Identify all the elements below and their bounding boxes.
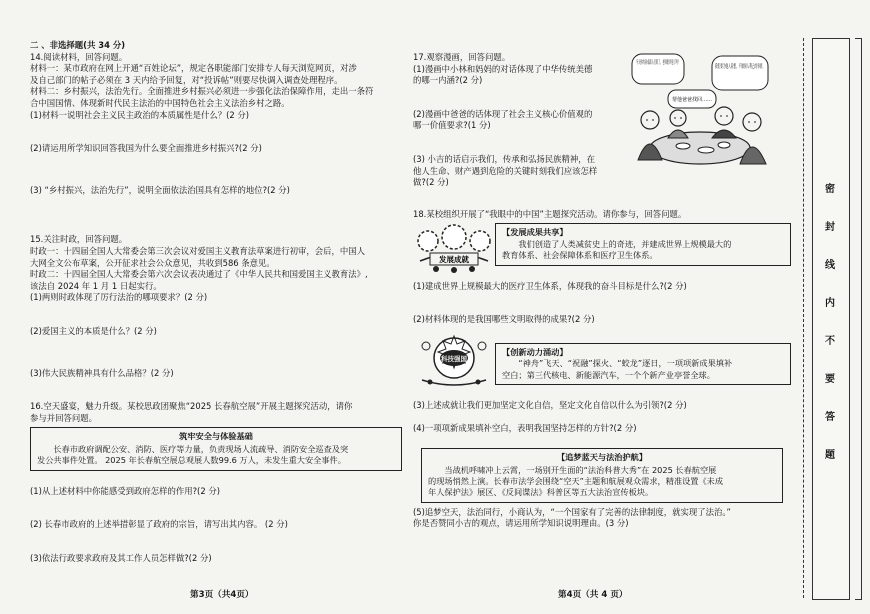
q18-subquestion-2: (2)材料体现的是我国哪些文明取得的成果?(2 分) xyxy=(413,314,595,325)
q14-title: 14.阅读材料，回答问题。 xyxy=(30,51,128,62)
q15-news1-line1: 时政一：十四届全国人大常委会第三次会议对爱国主义教育法草案进行初审，会后，中国人 xyxy=(30,245,365,256)
q18-box-2 xyxy=(495,343,791,385)
seal-dashed-line xyxy=(803,38,804,598)
seal-char: 答 xyxy=(825,412,835,423)
q15-news1-line2: 大网全文公布草案，公开征求社会公众意见，共收到586 条意见。 xyxy=(30,257,275,268)
seal-char: 不 xyxy=(825,336,835,347)
q18-box3-line3: 年人保护法》展区、《反间谍法》科普区等五大法治宣传板块。 xyxy=(428,487,654,498)
seal-strip-edge xyxy=(855,38,862,600)
tech-power-badge xyxy=(416,334,492,388)
seal-char: 题 xyxy=(825,450,835,461)
page-4-footer: 第4页（共 4 页） xyxy=(558,590,628,600)
cartoon-bubble-middle: 帮他爸爸找回…… xyxy=(672,97,714,103)
q17-subquestion-3-line2: 他人生命、财产遇到危险的关键时刻我们应该怎样 xyxy=(413,165,598,176)
q18-box2-line1: “神舟”飞天、“祝融”探火、“蛟龙”逐日，一项项新成果填补 xyxy=(518,358,733,369)
q15-subquestion-3: (3)伟大民族精神具有什么品格？(2 分) xyxy=(30,367,174,378)
section-title: 二 、非选择题(共 34 分) xyxy=(30,40,126,50)
q18-subquestion-3: (3)上述成就让我们更加坚定文化自信，坚定文化自信以什么为引领?(2 分) xyxy=(413,399,687,410)
q14-material1-line2: 及自己部门的帖子必须在 3 天内给予回复，对“投诉帖”则要尽快调入调查处理程序。 xyxy=(30,74,343,85)
q18-subquestion-1: (1)建成世界上规模最大的医疗卫生体系，体现我的奋斗目标是什么?(2 分) xyxy=(413,280,687,291)
q15-subquestion-1: (1)两则时政体现了厉行法治的哪项要求？(2 分) xyxy=(30,292,208,303)
q15-subquestion-2: (2)爱国主义的本质是什么？(2 分) xyxy=(30,325,157,336)
q18-box1-line1: 我们创造了人类减贫史上的奇迹，并建成世界上规模最大的 xyxy=(518,238,732,249)
badge2-label: 科技强国 xyxy=(441,355,467,363)
page-3-footer: 第3页（共4页） xyxy=(190,590,254,600)
q15-news2-line1: 时政二：十四届全国人大常委会第六次会议表决通过了《中华人民共和国爱国主义教育法》, xyxy=(30,269,368,280)
q18-box3-title: 【追梦蓝天与法治护航】 xyxy=(556,452,648,463)
q16-subquestion-3: (3)依法行政要求政府及其工作人员怎样做?(2 分) xyxy=(30,552,212,563)
q18-box3-line2: 的现场悄然上演。长春市法学会围绕“空天”主题和航展观众需求，精准设置《未成 xyxy=(428,475,724,486)
q17-title: 17.观察漫画，回答问题。 xyxy=(413,52,511,62)
q18-subquestion-4: (4)一项项新成果填补空白，表明我国坚持怎样的方针?(2 分) xyxy=(413,422,637,433)
q17-subquestion-2-line1: (2)漫画中爸爸的话体现了社会主义核心价值观的 xyxy=(413,108,593,119)
cartoon-bubble-right xyxy=(715,62,765,70)
q16-intro-line2: 参与并回答问题。 xyxy=(30,412,97,423)
q18-box2-line2: 空白；第三代核电、新能源汽车，一个个新产业亭誉全球。 xyxy=(502,369,715,380)
q14-material1-line1: 材料一：某市政府在网上开通“百姓论坛”，规定各职能部门安排专人每天浏览网页，对涉 xyxy=(30,63,357,74)
q16-box-line2: 发公共事件处置。 2025 年长春航空展总观展人数99.6 万人，未发生重大安全事件。 xyxy=(37,455,346,466)
page-3-column xyxy=(30,40,402,564)
q18-subquestion-5-line1: (5)追梦空天，法治同行，小商认为，“一个国家有了完善的法律制度，就实现了法治。” xyxy=(413,506,731,517)
q18-box-3 xyxy=(421,448,783,503)
q16-box-title: 筑牢安全与体验基础 xyxy=(179,431,253,442)
seal-char: 密 xyxy=(825,184,835,195)
q18-box1-line2: 教育体系、社会保障体系和医疗卫生体系。 xyxy=(502,250,658,261)
q14-subquestion-1: (1)材料一说明社会主义民主政治的本质属性是什么？(2 分) xyxy=(30,109,250,120)
q17-subquestion-1-line1: (1)漫画中小林和妈妈的对话体现了中华传统美德 xyxy=(413,63,593,74)
q17-subquestion-3-line1: (3) 小吉的话启示我们，传承和弘扬民族精神，在 xyxy=(413,153,596,164)
q15-news2-line2: 该法自 2024 年 1 月 1 日起实行。 xyxy=(30,280,162,291)
q16-subquestion-1: (1)从上述材料中你能感受到政府怎样的作用?(2 分) xyxy=(30,485,220,496)
q14-material2-line1: 材料二：乡村振兴，法治先行。全面推进乡村振兴必须进一步强化法治保障作用，走出一条符 xyxy=(30,86,374,97)
development-achievement-badge xyxy=(416,221,492,273)
q14-material2-line2: 合中国国情、体现新时代民主法治的中国特色社会主义法治乡村之路。 xyxy=(30,97,290,108)
seal-char: 封 xyxy=(825,222,835,233)
q17-subquestion-3-line3: 做?(2 分) xyxy=(413,177,449,188)
q18-subquestion-5-line2: 你是否赞同小吉的观点，请运用所学知识说明理由。(3 分) xyxy=(413,518,629,529)
q16-box-line1: 长春市政府调配公安、消防、医疗等力量，负责现场人流疏导、消防安全巡查及突 xyxy=(53,443,349,454)
q18-box3-line1: 当战机呼啸冲上云霄，一场别开生面的“法治科普大秀”在 2025 长春航空展 xyxy=(444,464,717,475)
q17-subquestion-2-line2: 哪一价值要求?(1 分) xyxy=(413,120,491,131)
q18-box1-title: 【发展成果共享】 xyxy=(502,227,568,238)
q18-box-1 xyxy=(495,223,791,265)
q17-cartoon-image xyxy=(628,50,772,178)
cartoon-bubble-left xyxy=(636,58,680,66)
q16-material-box xyxy=(30,427,402,470)
q17-subquestion-1-line2: 的哪一内涵?(2 分) xyxy=(413,75,483,86)
q14-subquestion-3: (3) “乡村振兴，法治先行”，说明全面依法治国具有怎样的地位?(2 分) xyxy=(30,184,290,195)
seal-warning-text xyxy=(812,180,848,461)
q18-box2-title: 【创新动力涌动】 xyxy=(502,346,568,357)
q16-intro-line1: 16.空天盛宴，魅力升级。某校思政团聚焦“2025 长春航空展”开展主题探究活动，请你 xyxy=(30,401,353,412)
seal-char: 内 xyxy=(825,298,835,309)
seal-char: 线 xyxy=(825,260,835,271)
seal-char: 要 xyxy=(825,374,835,385)
q18-intro: 18.某校组织开展了“我眼中的中国”主题探究活动。请你参与，回答问题。 xyxy=(413,208,687,219)
q14-subquestion-2: (2)请运用所学知识回答我国为什么要全面推进乡村振兴?(2 分) xyxy=(30,143,262,154)
q16-subquestion-2: (2) 长春市政府的上述举措彰显了政府的宗旨，请写出其内容。 (2 分) xyxy=(30,519,288,530)
q15-title: 15.关注时政，回答问题。 xyxy=(30,234,128,245)
badge1-label: 发展成就 xyxy=(439,255,469,264)
